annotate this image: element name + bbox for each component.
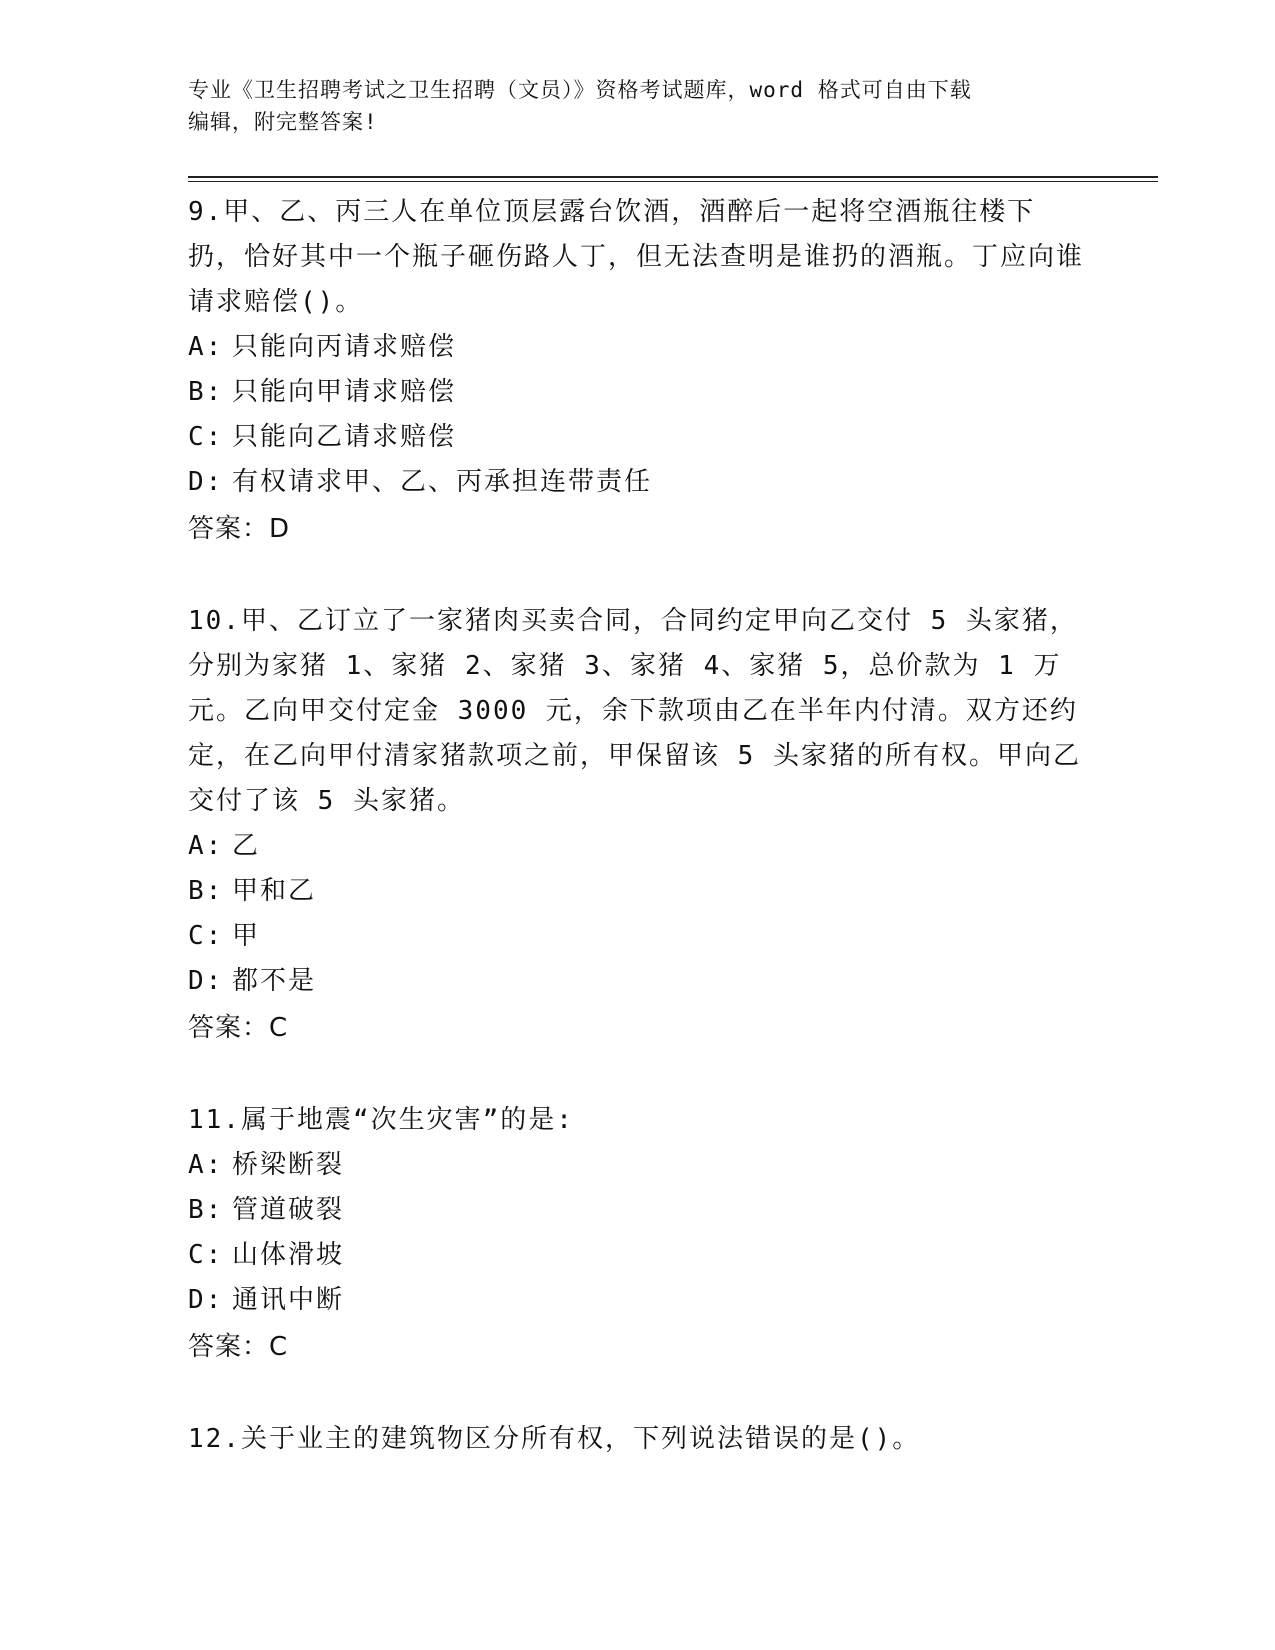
option-letter: B: — [188, 876, 224, 906]
option-text: 通讯中断 — [232, 1285, 345, 1315]
answer-line — [188, 1323, 1088, 1371]
answer-label: 答案： — [188, 1013, 270, 1043]
question-stem: 10.甲、乙订立了一家猪肉买卖合同，合同约定甲向乙交付 5 头家猪，分别为家猪 1、家猪 2、家猪 3、家猪 4、家猪 5，总价款为 1 万元。乙向甲交付定金 3000 元，余下款项由乙在半年内付清。双方还约定，在乙向甲付清家猪款项之前，甲保留该 5 头家猪的所有权。甲向乙交付了该 5 头家猪。 — [188, 606, 1081, 816]
option-letter: D: — [188, 467, 224, 497]
option-text: 甲 — [232, 921, 261, 951]
option-text: 有权请求甲、乙、丙承担连带责任 — [232, 467, 653, 497]
option-letter: A: — [188, 1150, 224, 1180]
option-letter: B: — [188, 377, 224, 407]
option-text: 只能向乙请求赔偿 — [232, 422, 457, 452]
header-line-1: 专业《卫生招聘考试之卫生招聘（文员）》资格考试题库，word 格式可自由下载 — [188, 78, 972, 102]
option-text: 甲和乙 — [232, 876, 317, 906]
option-c — [188, 914, 1088, 959]
option-text: 山体滑坡 — [232, 1240, 345, 1270]
option-c — [188, 1233, 1088, 1278]
option-letter: A: — [188, 332, 224, 362]
question-list — [188, 190, 1088, 1508]
option-letter: B: — [188, 1195, 224, 1225]
header-line-2: 编辑，附完整答案! — [188, 110, 378, 134]
document-header — [188, 74, 1088, 138]
question-stem: 11.属于地震“次生灾害”的是: — [188, 1105, 574, 1135]
answer-value: C — [269, 1013, 289, 1043]
header-divider-thin — [188, 181, 1158, 182]
header-divider — [188, 176, 1158, 178]
option-b — [188, 869, 1088, 914]
option-letter: A: — [188, 831, 224, 861]
answer-label: 答案： — [188, 514, 270, 544]
question-stem: 12.关于业主的建筑物区分所有权，下列说法错误的是()。 — [188, 1424, 921, 1454]
question-10 — [188, 599, 1088, 1052]
option-letter: D: — [188, 966, 224, 996]
option-d — [188, 460, 1088, 505]
answer-line — [188, 505, 1088, 553]
option-letter: C: — [188, 1240, 224, 1270]
option-text: 管道破裂 — [232, 1195, 345, 1225]
question-12 — [188, 1417, 1088, 1462]
option-text: 只能向丙请求赔偿 — [232, 332, 457, 362]
question-9 — [188, 190, 1088, 553]
option-text: 桥梁断裂 — [232, 1150, 345, 1180]
option-a — [188, 1143, 1088, 1188]
option-text: 只能向甲请求赔偿 — [232, 377, 457, 407]
option-letter: C: — [188, 921, 224, 951]
option-a — [188, 824, 1088, 869]
option-b — [188, 370, 1088, 415]
answer-line — [188, 1004, 1088, 1052]
option-b — [188, 1188, 1088, 1233]
answer-value: C — [269, 1332, 289, 1362]
option-c — [188, 415, 1088, 460]
option-letter: D: — [188, 1285, 224, 1315]
question-stem: 9.甲、乙、丙三人在单位顶层露台饮酒，酒醉后一起将空酒瓶往楼下扔，恰好其中一个瓶子砸伤路人丁，但无法查明是谁扔的酒瓶。丁应向谁请求赔偿()。 — [188, 197, 1085, 317]
question-11 — [188, 1098, 1088, 1371]
option-text: 都不是 — [232, 966, 317, 996]
answer-value: D — [269, 514, 291, 544]
option-letter: C: — [188, 422, 224, 452]
option-a — [188, 325, 1088, 370]
option-text: 乙 — [232, 831, 261, 861]
option-d — [188, 959, 1088, 1004]
answer-label: 答案： — [188, 1332, 270, 1362]
option-d — [188, 1278, 1088, 1323]
